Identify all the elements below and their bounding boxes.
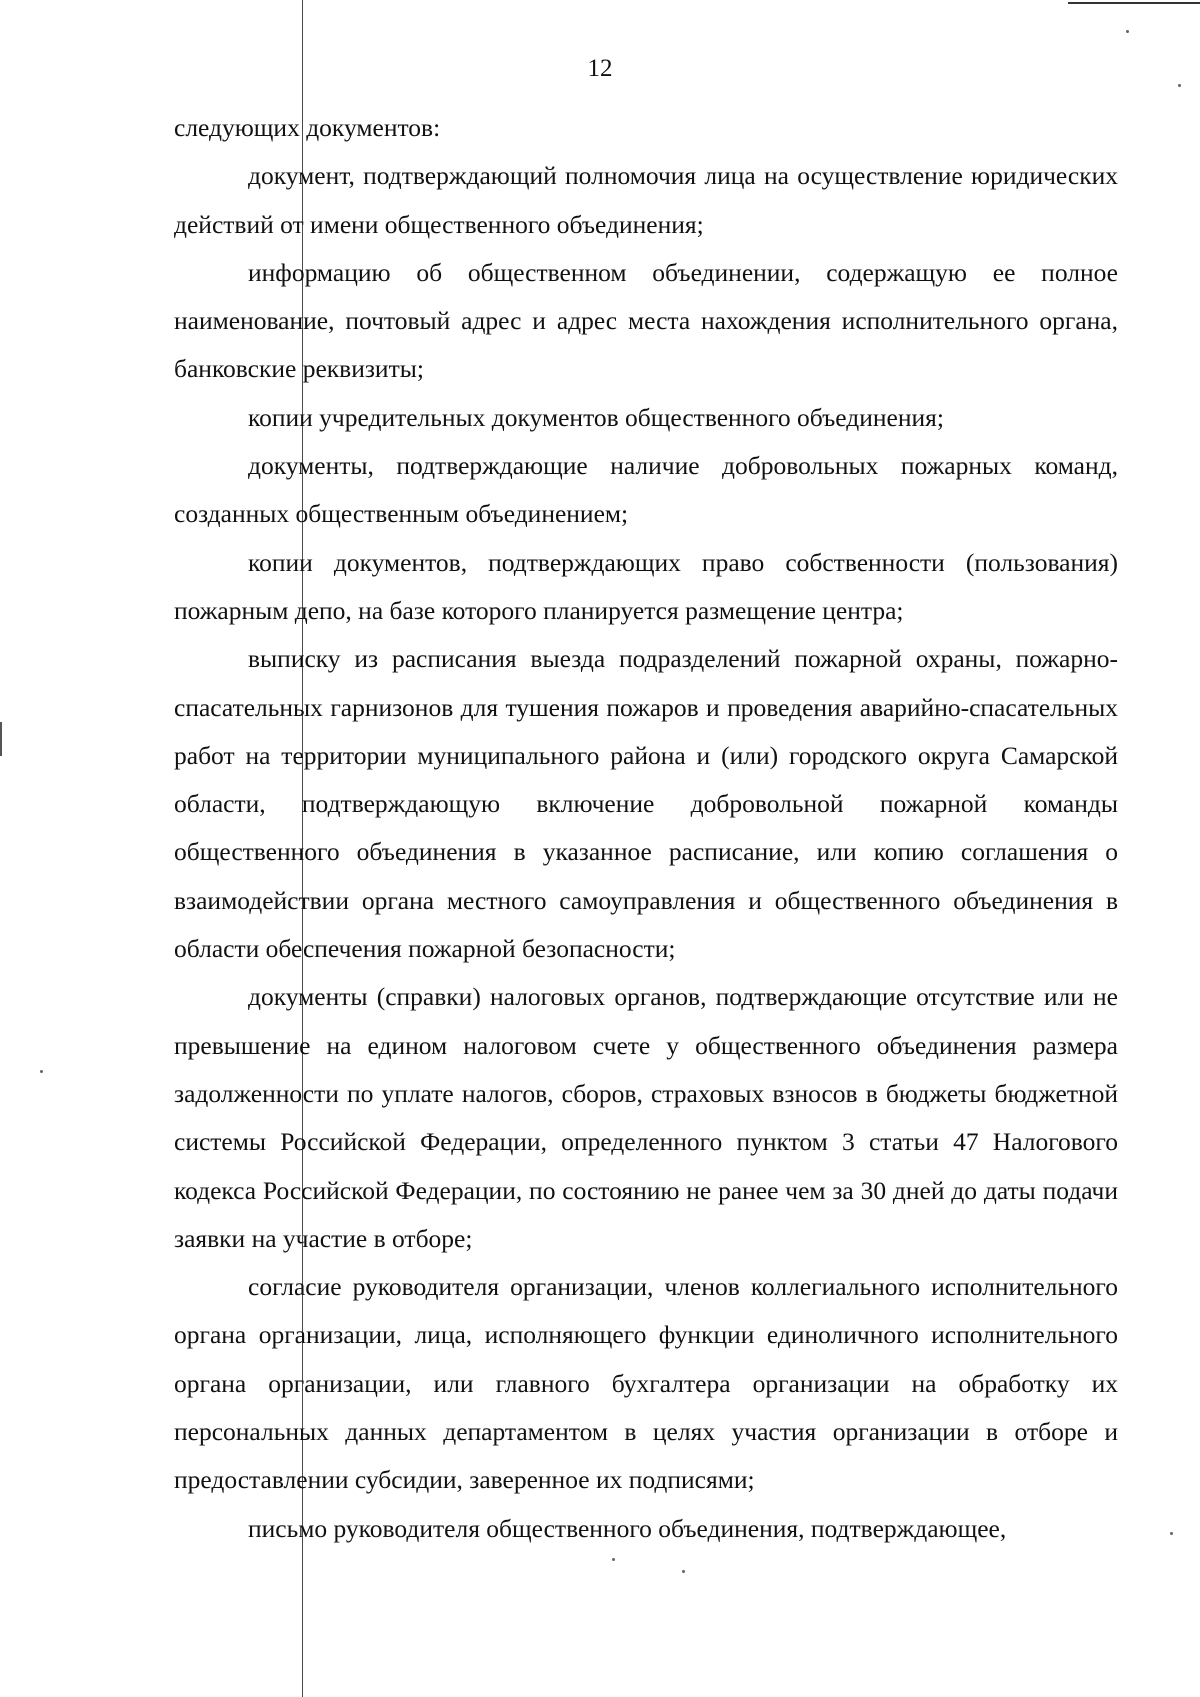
paragraph-authority-document: документ, подтверждающий полномочия лица на осуществление юридических действий от имени общественного объединения; [174, 161, 1118, 239]
scan-speck [612, 1558, 615, 1561]
paragraph-continuation: следующих документов: [174, 113, 441, 142]
paragraph-ownership-documents: копии документов, подтверждающих право собственности (пользования) пожарным депо, на базе которого планируется размещение центра; [174, 547, 1118, 625]
scan-speck [1126, 30, 1129, 33]
document-body [174, 104, 1118, 1553]
scan-speck [40, 1070, 43, 1073]
paragraph-schedule-extract: выписку из расписания выезда подразделений пожарной охраны, пожарно-спасательных гарнизонов для тушения пожаров и проведения аварийно-спасательных работ на территории муниципального района и (или) городского округа Самарской области, подтверждающую включение добровольной пожарной команды общественного объединения в указанное расписание, или копию соглашения о взаимодействии органа местного самоуправления и общественного объединения в области обеспечения пожарной безопасности; [174, 644, 1118, 964]
scan-speck [682, 1570, 685, 1573]
paragraph-head-letter: письмо руководителя общественного объединения, подтверждающее, [248, 1513, 1007, 1543]
paragraph-association-info: информацию об общественном объединении, содержащую ее полное наименование, почтовый адрес и адрес места нахождения исполнительного органа, банковские реквизиты; [174, 257, 1118, 384]
paragraph-tax-certificates: документы (справки) налоговых органов, подтверждающие отсутствие или не превышение на едином налоговом счете у общественного объединения размера задолженности по уплате налогов, сборов, страховых взносов в бюджеты бюджетной системы Российской Федерации, определенного пунктом 3 статьи 47 Налогового кодекса Российской Федерации, по состоянию не ранее чем за 30 дней до даты подачи заявки на участие в отборе; [174, 982, 1118, 1253]
paragraph-personal-data-consent: согласие руководителя организации, членов коллегиального исполнительного органа организации, лица, исполняющего функции единоличного исполнительного органа организации, или главного бухгалтера организации на обработку их персональных данных департаментом в целях участия организации в отборе и предоставлении субсидии, заверенное их подписями; [174, 1272, 1118, 1495]
scan-artifact-edge [0, 722, 2, 756]
scan-speck [1178, 84, 1181, 87]
paragraph-founding-documents: копии учредительных документов общественного объединения; [248, 402, 944, 432]
page-number: 12 [587, 55, 613, 82]
scan-artifact-top [1068, 2, 1200, 4]
scan-speck [1170, 1532, 1173, 1535]
paragraph-fire-brigades: документы, подтверждающие наличие добровольных пожарных команд, созданных общественным объединением; [174, 451, 1118, 529]
